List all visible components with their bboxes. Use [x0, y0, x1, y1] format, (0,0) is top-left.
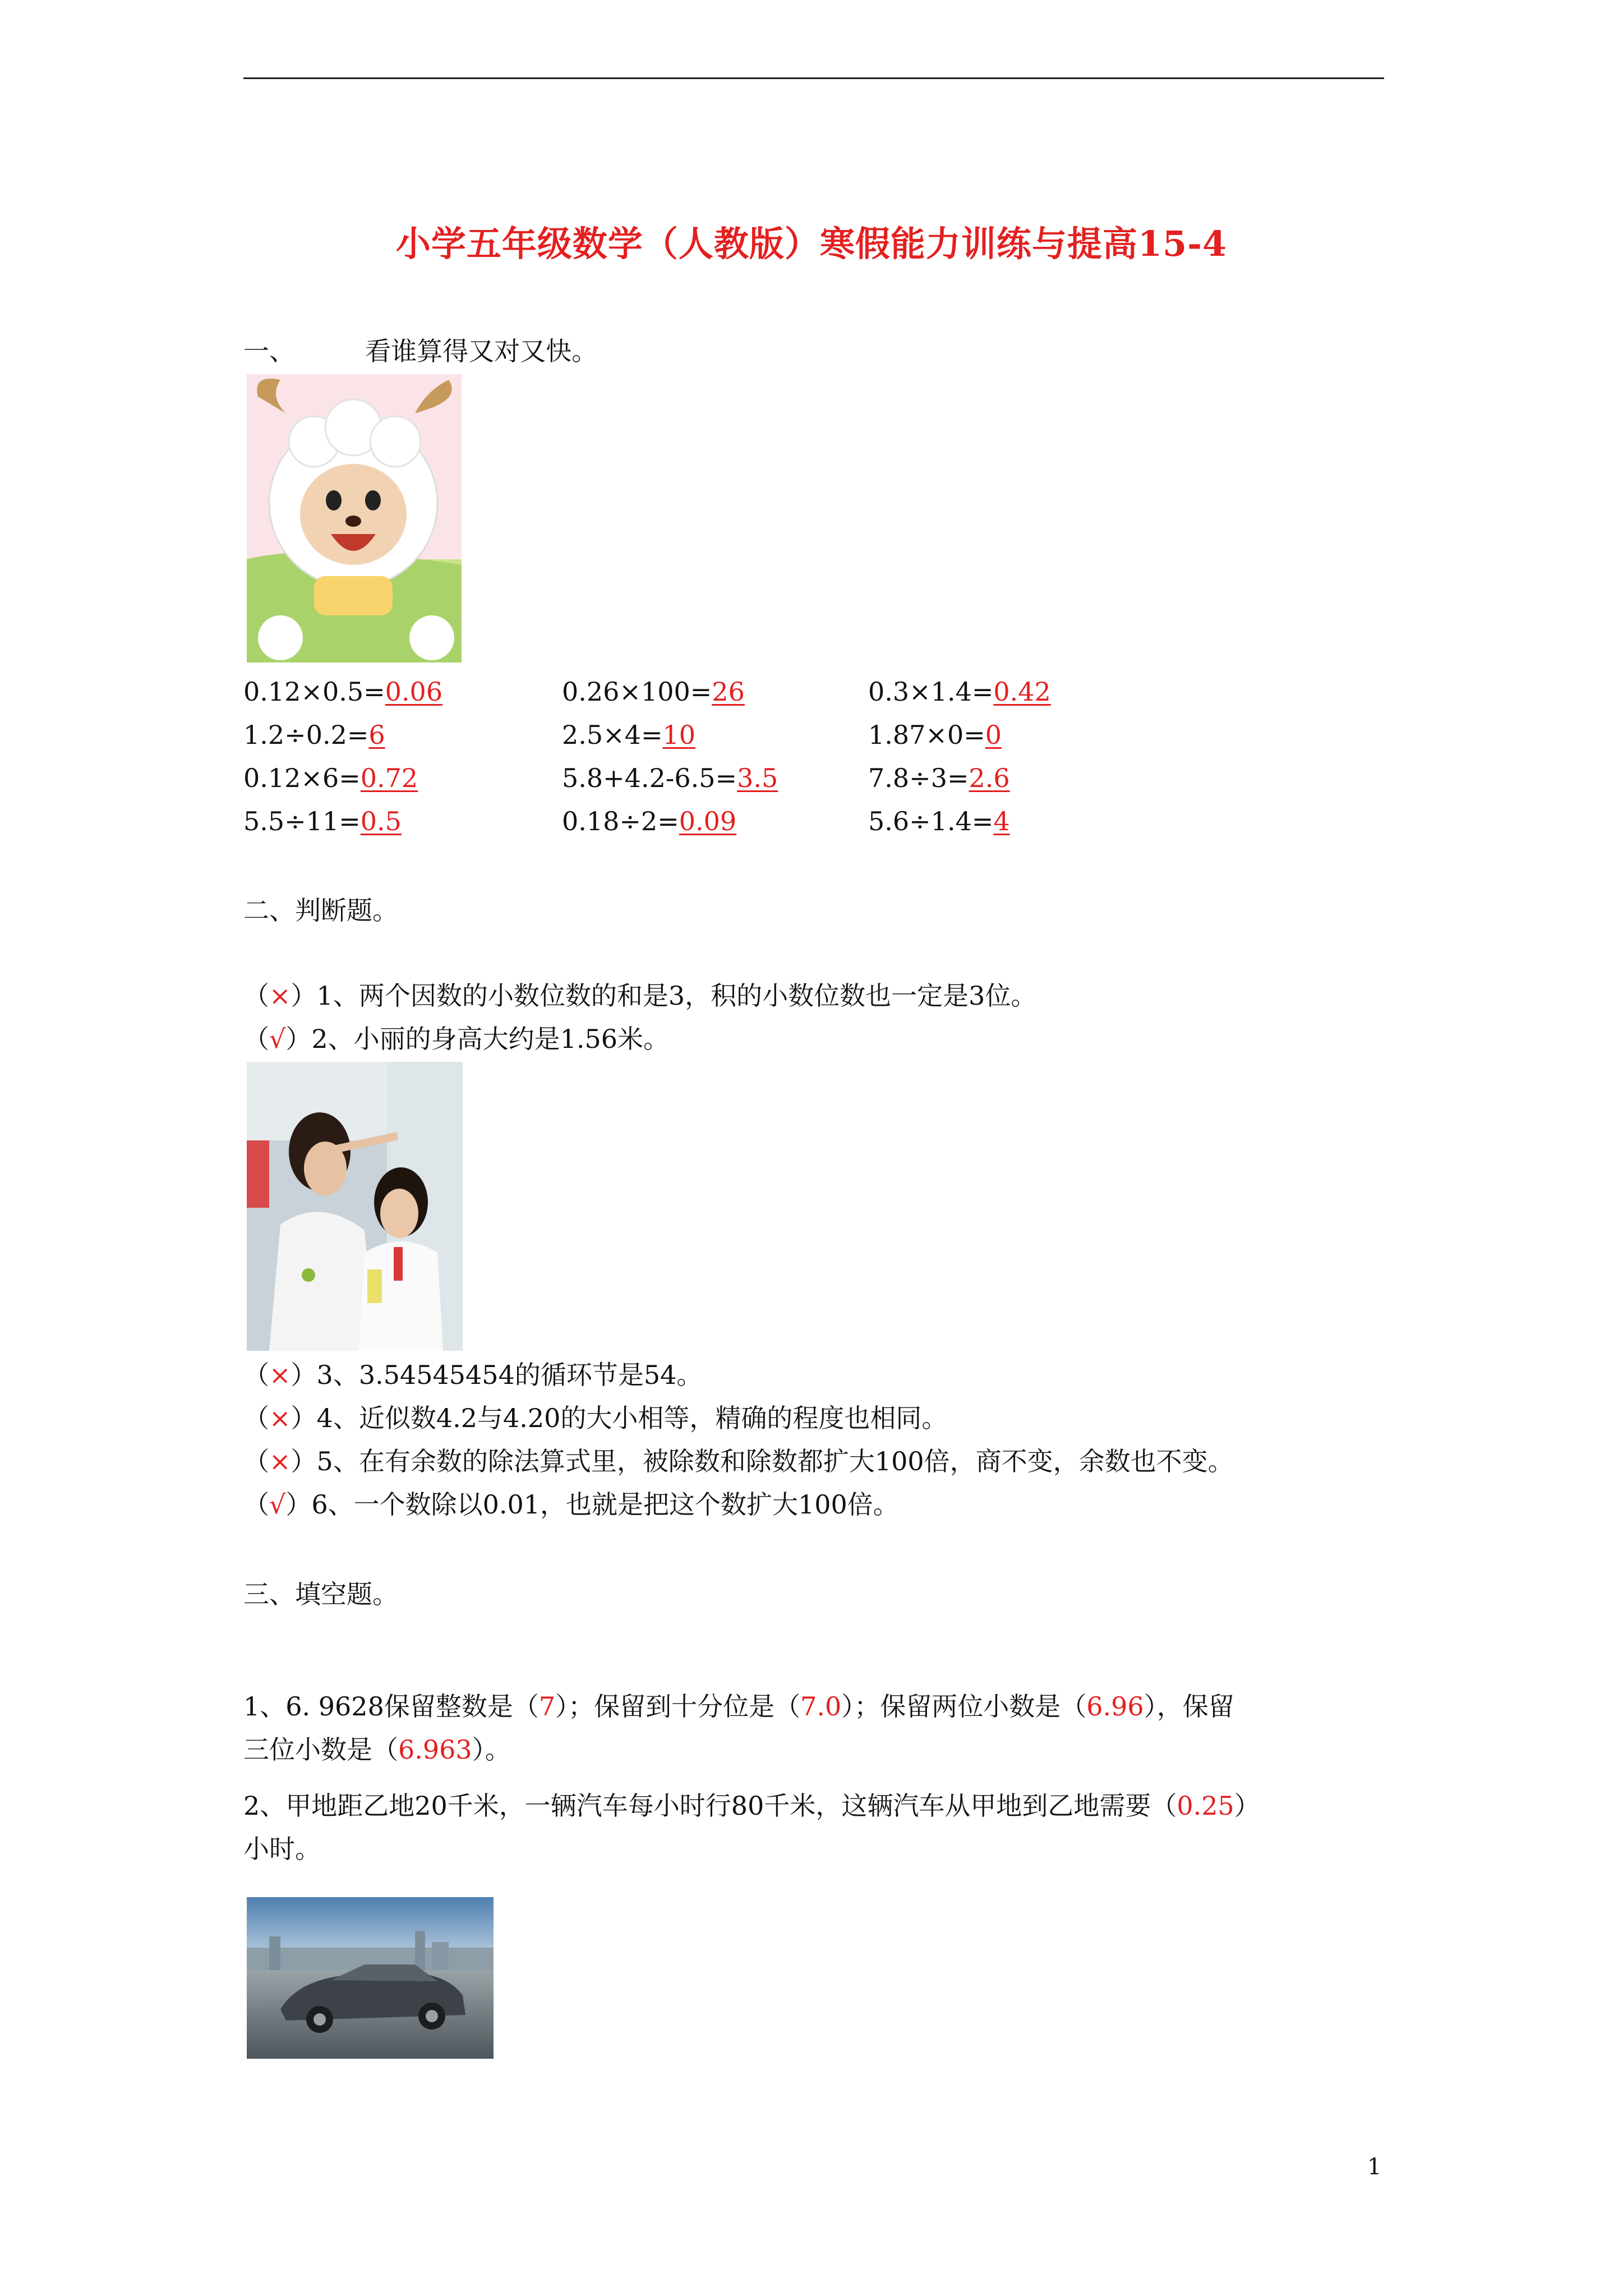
judge-mark: × [269, 1360, 291, 1390]
fill-question-2-line1: 2、甲地距乙地20千米，一辆汽车每小时行80千米，这辆汽车从甲地到乙地需要（0.25） [243, 1791, 1260, 1821]
judge-item: （×）5、在有余数的除法算式里，被除数和除数都扩大100倍，商不变，余数也不变。 [243, 1446, 1234, 1476]
judge-item: （√）6、一个数除以0.01，也就是把这个数扩大100倍。 [243, 1489, 899, 1520]
judge-item: （×）3、3.54545454的循环节是54。 [243, 1360, 703, 1390]
calc-answer: 0 [985, 720, 1002, 750]
calc-answer: 0.72 [360, 763, 418, 793]
calc-item: 7.8÷3=2.6 [868, 763, 1010, 793]
judge-mark: × [269, 981, 291, 1011]
judge-mark: × [269, 1446, 291, 1476]
fill-answer: 7.0 [800, 1691, 842, 1722]
judge-item: （×）4、近似数4.2与4.20的大小相等，精确的程度也相同。 [243, 1403, 948, 1433]
fill-answer: 6.96 [1086, 1691, 1144, 1722]
judge-mark: √ [269, 1024, 286, 1054]
header-rule [243, 77, 1384, 79]
fill-question-1-line1: 1、6. 9628保留整数是（7）；保留到十分位是（7.0）；保留两位小数是（6.96），保留 [243, 1691, 1234, 1722]
fill-answer: 0.25 [1177, 1791, 1234, 1821]
judge-mark: √ [269, 1489, 286, 1520]
judge-item: （√）2、小丽的身高大约是1.56米。 [243, 1024, 670, 1054]
car-photo [247, 1897, 494, 2059]
calc-item: 1.2÷0.2=6 [243, 720, 385, 750]
calc-item: 0.12×6=0.72 [243, 763, 418, 793]
fill-answer: 6.963 [398, 1734, 472, 1765]
section1-heading-number: 一、 [243, 336, 295, 366]
calc-item: 0.3×1.4=0.42 [868, 677, 1051, 707]
calc-item: 0.12×0.5=0.06 [243, 677, 443, 707]
fill-answer: 7 [538, 1691, 556, 1722]
calc-item: 1.87×0=0 [868, 720, 1002, 750]
calc-item: 0.18÷2=0.09 [562, 806, 737, 836]
calc-item: 0.26×100=26 [562, 677, 745, 707]
calc-answer: 0.42 [993, 677, 1051, 707]
calc-answer: 3.5 [737, 763, 778, 793]
calc-answer: 2.6 [969, 763, 1010, 793]
calc-item: 5.6÷1.4=4 [868, 806, 1010, 836]
calc-item: 5.8+4.2-6.5=3.5 [562, 763, 778, 793]
judge-item: （×）1、两个因数的小数位数的和是3，积的小数位数也一定是3位。 [243, 981, 1037, 1011]
fill-question-1-line2: 三位小数是（6.963）。 [243, 1734, 511, 1765]
calc-answer: 4 [993, 806, 1010, 836]
calc-item: 2.5×4=10 [562, 720, 696, 750]
section2-heading: 二、判断题。 [243, 895, 398, 926]
calc-item: 5.5÷11=0.5 [243, 806, 402, 836]
section1-heading [243, 334, 597, 368]
section3-heading: 三、填空题。 [243, 1579, 398, 1609]
sheep-cartoon-image [247, 374, 462, 662]
height-measurement-photo [247, 1062, 463, 1351]
calc-answer: 0.09 [679, 806, 737, 836]
calc-answer: 0.06 [385, 677, 443, 707]
calc-answer: 0.5 [360, 806, 402, 836]
page-title: 小学五年级数学（人教版）寒假能力训练与提高15-4 [395, 223, 1228, 264]
page-number: 1 [1367, 2154, 1382, 2180]
judge-mark: × [269, 1403, 291, 1433]
fill-question-2-line2: 小时。 [243, 1834, 321, 1864]
section1-heading-text: 看谁算得又对又快。 [365, 336, 598, 366]
calc-answer: 6 [368, 720, 385, 750]
calc-answer: 10 [662, 720, 696, 750]
calc-answer: 26 [712, 677, 745, 707]
